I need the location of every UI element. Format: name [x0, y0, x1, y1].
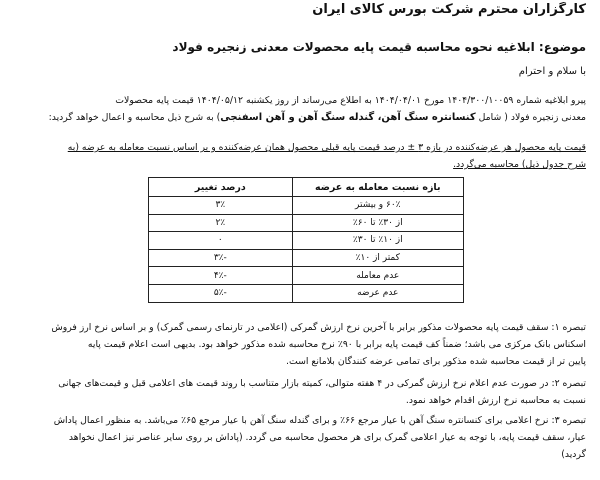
- table-row: [149, 197, 464, 215]
- note-1-line-3: پایین تر از قیمت محاسبه شده مذکور برای تمامی عرضه کنندگان بلامانع است.: [285, 356, 586, 367]
- intro-line-2-suffix: ) به شرح ذیل محاسبه و اعمال خواهد گردید:: [48, 112, 221, 123]
- note-1-line-2: اسکناس بانک مرکزی می باشد؛ ضمناً کف قیمت پایه برابر با ۹۰٪ نرخ محاسبه شده مذکور خواهد بود. بدیهی است اعلام قیمت پایه: [87, 339, 586, 350]
- subject-line: موضوع: ابلاغیه نحوه محاسبه قیمت پایه محصولات معدنی زنجیره فولاد: [172, 40, 586, 54]
- table-row: [149, 284, 464, 302]
- change-cell: ۳٪: [149, 197, 293, 215]
- note-3-line-3: گردید): [561, 449, 586, 460]
- note-2-line-1: تبصره ۲: در صورت عدم اعلام نرخ ارزش گمرکی در ۴ هفته متوالی، کمیته بازار متناسب با روند قیمت های اعلامی قبل و قیمت‌های جهانی: [58, 378, 586, 389]
- intro-line-2-prefix: معدنی زنجیره فولاد ( شامل: [475, 112, 586, 123]
- change-cell: ۲٪: [149, 214, 293, 232]
- change-cell: -۳٪: [149, 249, 293, 267]
- ratio-cell: کمتر از ۱۰٪: [292, 249, 463, 267]
- note-1-line-1: تبصره ۱: سقف قیمت پایه محصولات مذکور برابر با آخرین نرخ ارزش گمرکی (اعلامی در تارنمای رسمی گمرک) و بر اساس نرخ ارز فروش: [51, 322, 586, 333]
- intro-line-2: [10, 109, 586, 127]
- table-row: [149, 249, 464, 267]
- intro-products-bold: کنسانتره سنگ آهن، گندله سنگ آهن و آهن اسفنجی: [220, 112, 476, 123]
- ratio-cell: عدم عرضه: [292, 284, 463, 302]
- addressee-line: کارگزاران محترم شرکت بورس کالای ایران: [312, 2, 586, 17]
- table-row: [149, 214, 464, 232]
- rule-line-1: قیمت پایه محصول هر عرضه‌کننده در بازه ۳ ± درصد قیمت پایه قبلی محصول همان عرضه‌کننده و بر اساس نسبت معامله به عرضه (به: [67, 142, 586, 153]
- ratio-cell: از ۱۰٪ تا ۳۰٪: [292, 232, 463, 250]
- change-cell: -۴٪: [149, 267, 293, 285]
- intro-line-1: پیرو ابلاغیه شماره ۱۴۰۴/۳۰۰/۱۰۰۵۹ مورخ ۱۴۰۴/۰۴/۰۱ به اطلاع می‌رساند از روز یکشنبه ۱۴۰۴/۰۵/۱۲ قیمت پایه محصولات: [115, 95, 586, 106]
- change-cell: ۰: [149, 232, 293, 250]
- ratio-cell: ۶۰٪ و بیشتر: [292, 197, 463, 215]
- ratio-cell: عدم معامله: [292, 267, 463, 285]
- change-cell: -۵٪: [149, 284, 293, 302]
- note-3-line-1: تبصره ۳: نرخ اعلامی برای کنسانتره سنگ آهن با عیار مرجع ۶۶٪ و برای گندله سنگ آهن با عیار مرجع ۶۵٪ می‌باشد. به منظور اعمال پاداش: [53, 415, 586, 426]
- table-header-row: [149, 178, 464, 197]
- table-row: [149, 267, 464, 285]
- note-3-line-2: عیار، سقف قیمت پایه، با توجه به عیار اعلامی گمرک برای هر محصول محاسبه می گردد. (پاداش بر روی سایر عناصر نیز اعمال نخواهد: [68, 432, 586, 443]
- table-row: [149, 232, 464, 250]
- note-2-line-2: نسبت به محاسبه نرخ ارزش اقدام خواهد نمود.: [405, 395, 586, 406]
- header-change-percent: درصد تغییر: [149, 178, 293, 197]
- greeting-line: با سلام و احترام: [518, 66, 586, 77]
- header-ratio-range: بازه نسبت معامله به عرضه: [292, 178, 463, 197]
- ratio-change-table: [148, 177, 464, 303]
- rule-line-2: شرح جدول ذیل) محاسبه می‌گردد.: [453, 159, 586, 170]
- ratio-cell: از ۳۰٪ تا ۶۰٪: [292, 214, 463, 232]
